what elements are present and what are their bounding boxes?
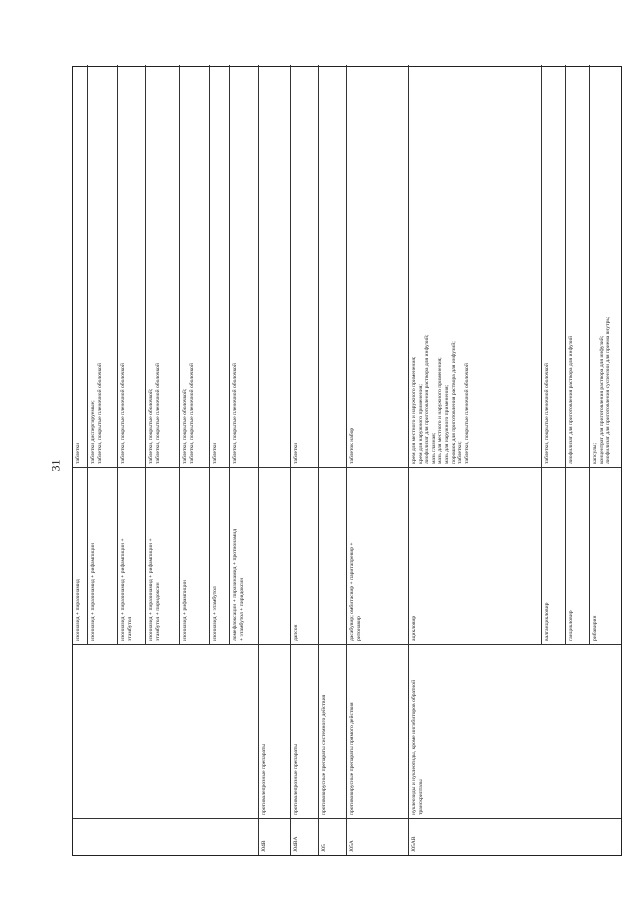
table-row [408, 65, 621, 855]
dosage-form-cell [409, 65, 621, 468]
drug-line: рибавирин [592, 615, 598, 641]
form-line: лиофилизат для приготовления раствора для инфузий; [424, 334, 431, 464]
form-line: мазь глазная; [430, 432, 437, 464]
atc-code-cell [73, 819, 258, 855]
form-line: крем для местного и наружного применения; [411, 356, 417, 464]
form-line: таблетки [212, 442, 218, 464]
drug-cell [259, 468, 290, 645]
drug-line: + этамбутол + пиридоксин [238, 577, 245, 641]
form-line: таблетки, покрытые оболочкой; [182, 388, 188, 464]
form-subrow [409, 65, 541, 467]
form-line: таблетки, покрытые пленочной оболочкой [96, 363, 103, 464]
drug-subrow [145, 468, 179, 644]
drug-subrow [541, 468, 565, 644]
table-rotation-frame [72, 66, 622, 856]
atc-code-cell: J05A [349, 840, 355, 852]
drug-line: дасабувир; омбитасвир + паритапревир + [349, 542, 355, 641]
form-subrow [179, 65, 209, 467]
dosage-form-cell [319, 65, 346, 468]
group-name-cell: противовирусные препараты системного действия [319, 645, 346, 819]
group-name-cell: противолепрозные препараты [291, 645, 318, 819]
drug-cell [409, 468, 621, 645]
drug-cell [319, 468, 346, 645]
dosage-form-cell [291, 65, 318, 468]
form-line: лиофилизат для приготовления раствора для инфузий [568, 336, 574, 464]
drug-subrow [209, 468, 229, 644]
atc-code-cell: J04B [261, 840, 267, 852]
dosage-form-cell [73, 65, 258, 468]
drug-line: изониазид + рифампицин [182, 580, 188, 641]
drug-line: этамбутол + пиридоксин [154, 582, 161, 641]
drug-subrow [589, 468, 621, 644]
drug-line: валганцикловир [544, 602, 550, 641]
form-line: таблетки, покрытые пленочной оболочкой [120, 363, 126, 464]
drug-line: изониазид + пиразинамид + рифампицин + [148, 538, 154, 641]
form-line: таблетки, покрытые пленочной оболочкой [463, 363, 470, 464]
dosage-form-cell [259, 65, 290, 468]
page-number: 31 [48, 459, 63, 472]
form-subrow [209, 65, 229, 467]
form-line: таблетки, покрытые оболочкой; [148, 388, 154, 464]
form-subrow [229, 65, 258, 467]
group-name-cell: противовирусные препараты прямого действия [347, 645, 408, 819]
form-line: таблетки [75, 442, 81, 464]
drug-line: дапсон [293, 624, 299, 641]
form-line: таблеток набор [349, 427, 355, 464]
atc-code-cell: J05AB [411, 836, 417, 852]
drug-subrow [409, 468, 541, 644]
drug-table [72, 66, 622, 856]
atc-code-cell: J04BA [293, 836, 299, 852]
table-row [346, 65, 408, 855]
drug-line: ритонавир [355, 616, 362, 641]
form-line: таблетки; [457, 441, 464, 464]
form-line: мазь для местного и наружного применения; [437, 357, 444, 464]
drug-subrow [87, 468, 117, 644]
form-line: порошок для приготовления раствора для инфузий; [450, 341, 457, 464]
form-subrow [565, 65, 589, 467]
drug-line: ганцикловир [568, 610, 574, 641]
drug-line: ацикловир [411, 615, 417, 641]
group-name-cell: нуклеозиды и нуклеотиды, кроме ингибиторов обратной транскриптазы [409, 645, 621, 819]
group-name-cell [73, 645, 258, 819]
table-row [290, 65, 318, 855]
drug-line: изониазид + пиразинамид + рифампицин + [120, 538, 126, 641]
drug-subrow [73, 468, 87, 644]
form-line: таблетки, покрытые пленочной оболочкой [232, 363, 238, 464]
drug-subrow [565, 468, 589, 644]
table-row [73, 65, 258, 855]
drug-cell [347, 468, 408, 645]
form-line: крем для наружного применения; [417, 384, 424, 464]
form-subrow [145, 65, 179, 467]
dosage-form-cell [347, 65, 408, 468]
form-line: концентрат для приготовления раствора для инфузий; [598, 335, 605, 464]
drug-cell [73, 468, 258, 645]
form-line: мазь для наружного применения; [443, 384, 450, 464]
drug-line: изониазид + пиразинамид + рифампицин [90, 542, 96, 641]
drug-line: изониазид + пиразинамид [75, 579, 81, 641]
table-row [318, 65, 346, 855]
form-line: таблетки диспергируемые; [90, 400, 96, 464]
form-line: таблетки, покрытые пленочной оболочкой [188, 363, 195, 464]
group-name-cell: противолепрозные препараты [259, 645, 290, 819]
form-line: лиофилизат для приготовления суспензии для приема внутрь; [605, 316, 612, 464]
form-subrow [117, 65, 145, 467]
drug-cell [291, 468, 318, 645]
form-subrow [73, 65, 87, 467]
form-line: таблетки [293, 442, 299, 464]
form-line: таблетки, покрытые пленочной оболочкой [544, 363, 550, 464]
table-row [258, 65, 290, 855]
drug-line: ломефлоксацин + пиразинамид + протионамид [232, 528, 238, 641]
drug-subrow [179, 468, 209, 644]
drug-subrow [229, 468, 258, 644]
drug-line: этамбутол [126, 616, 133, 641]
atc-code-cell: J05 [321, 844, 327, 852]
form-subrow [87, 65, 117, 467]
drug-line: изониазид + этамбутол [212, 586, 218, 641]
form-line: капсулы; [592, 442, 598, 464]
drug-subrow [117, 468, 145, 644]
form-line: таблетки, покрытые пленочной оболочкой [154, 363, 161, 464]
form-subrow [589, 65, 621, 467]
form-subrow [541, 65, 565, 467]
